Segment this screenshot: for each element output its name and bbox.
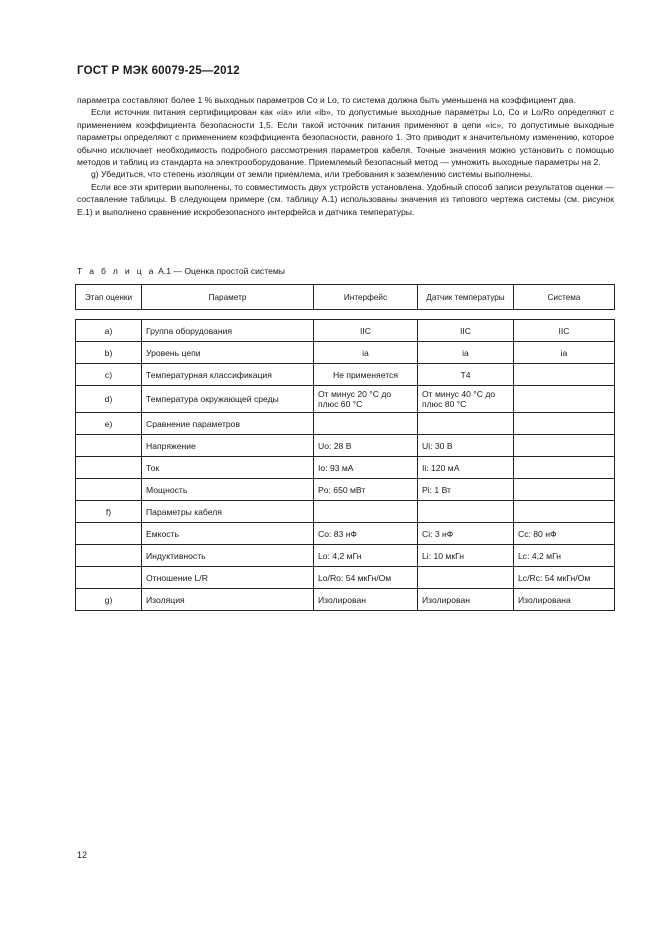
table-row [76, 501, 615, 523]
table-cell: Lc/Rc: 54 мкГн/Ом [514, 567, 615, 589]
paragraph-1: параметра составляют более 1 % выходных параметров Co и Lo, то система должна быть уменьшена на коэффициент два. [77, 95, 576, 105]
table-cell: Изолирован [314, 589, 418, 611]
table-cell: Температура окружающей среды [142, 386, 314, 413]
table-cell: Lc: 4,2 мГн [514, 545, 615, 567]
table-cell: Температурная классификация [142, 364, 314, 386]
table-cell: Емкость [142, 523, 314, 545]
table-cell [76, 567, 142, 589]
paragraph-2: Если источник питания сертифицирован как «ia» или «ib», то допустимые выходные параметры Lo, Co и Lo/Ro определяют с применением коэффициента безопасности 1,5. Если такой источник питания применяют в цепи «ic», то допустимые выходные параметры определяют с применением коэффициента безопасности, равного 1. Это приводит к значительному изменению, которое обычно исключает необходимость подробного рассмотрения параметров кабеля. Точные значения можно установить с помощью методов и таблиц из стандарта на электрооборудование. Приемлемый безопасный метод — умножить выходные параметры на 2. [77, 107, 614, 168]
table-cell: T4 [418, 364, 514, 386]
table-cell [514, 413, 615, 435]
table-cell: e) [76, 413, 142, 435]
table-cell [514, 435, 615, 457]
header-interface: Интерфейс [314, 285, 418, 310]
table-cell: Группа оборудования [142, 320, 314, 342]
table-row [76, 479, 615, 501]
table-cell: Lo/Ro: 54 мкГн/Ом [314, 567, 418, 589]
table-cell [514, 364, 615, 386]
table-cell: IIC [418, 320, 514, 342]
table-caption-text: А.1 — Оценка простой системы [158, 266, 285, 276]
table-cell: IIC [514, 320, 615, 342]
header-system: Система [514, 285, 615, 310]
header-stage: Этап оценки [76, 285, 142, 310]
table-header-row [76, 285, 615, 310]
table-cell: Li: 10 мкГн [418, 545, 514, 567]
table-cell: Po: 650 мВт [314, 479, 418, 501]
table-row [76, 320, 615, 342]
paragraph-4: Если все эти критерии выполнены, то совместимость двух устройств установлена. Удобный способ записи результатов оценки — составление таблицы. В следующем примере (см. таблицу А.1) использованы значения из типового чертежа системы (см. рисунок Е.1) и выполнено сравнение искробезопасного интерфейса и датчика температуры. [77, 181, 614, 217]
table-cell: Не применяется [314, 364, 418, 386]
page-number: 12 [77, 850, 88, 860]
table-cell: IIC [314, 320, 418, 342]
table-body [76, 310, 615, 611]
table-cell [418, 501, 514, 523]
table-cell [418, 413, 514, 435]
table-cell [418, 567, 514, 589]
table-cell [76, 479, 142, 501]
table-cell: Ci: 3 нФ [418, 523, 514, 545]
table-row [76, 435, 615, 457]
table-cell: Io: 93 мА [314, 457, 418, 479]
header-parameter: Параметр [142, 285, 314, 310]
table-spacer [76, 310, 615, 320]
table-cell: Uo: 28 В [314, 435, 418, 457]
table-cell: Уровень цепи [142, 342, 314, 364]
table-cell [76, 545, 142, 567]
table-cell [314, 501, 418, 523]
table-cell: Pi: 1 Вт [418, 479, 514, 501]
table-cell: Индуктивность [142, 545, 314, 567]
table-cell: Изолирована [514, 589, 615, 611]
table-cell: g) [76, 589, 142, 611]
table-cell: d) [76, 386, 142, 413]
table-cell: Cc: 80 нФ [514, 523, 615, 545]
document-header: ГОСТ Р МЭК 60079-25—2012 [77, 65, 240, 77]
table-cell: Напряжение [142, 435, 314, 457]
table-row [76, 457, 615, 479]
table-cell [76, 457, 142, 479]
table-cell: Параметры кабеля [142, 501, 314, 523]
table-cell: Lo: 4,2 мГн [314, 545, 418, 567]
table-caption-label: Т а б л и ц а [77, 266, 156, 276]
table-cell: Изоляция [142, 589, 314, 611]
table-cell: Ток [142, 457, 314, 479]
table-cell: ia [418, 342, 514, 364]
table-cell: a) [76, 320, 142, 342]
table-cell [514, 457, 615, 479]
table-row [76, 364, 615, 386]
table-cell [514, 479, 615, 501]
table-cell: c) [76, 364, 142, 386]
table-cell [76, 523, 142, 545]
table-row [76, 413, 615, 435]
table-cell: f) [76, 501, 142, 523]
table-row [76, 523, 615, 545]
paragraph-3: g) Убедиться, что степень изоляции от земли приемлема, или требования к заземлению системы выполнены. [91, 169, 533, 180]
table-row [76, 342, 615, 364]
table-cell [314, 413, 418, 435]
table-cell: Сравнение параметров [142, 413, 314, 435]
table-cell: Ui: 30 В [418, 435, 514, 457]
table-cell: Ii: 120 мА [418, 457, 514, 479]
table-cell: Отношение L/R [142, 567, 314, 589]
table-cell [514, 386, 615, 413]
body-text [77, 94, 614, 218]
table-cell: b) [76, 342, 142, 364]
evaluation-table [75, 284, 615, 611]
table-cell: Изолирован [418, 589, 514, 611]
table-cell [514, 501, 615, 523]
table-row [76, 589, 615, 611]
table-caption [77, 266, 285, 276]
table-row [76, 545, 615, 567]
table-cell: Мощность [142, 479, 314, 501]
table-row [76, 386, 615, 413]
table-cell: ia [514, 342, 615, 364]
table-cell: От минус 20 °С до плюс 60 °С [314, 386, 418, 413]
table-cell [76, 435, 142, 457]
table-cell: От минус 40 °С до плюс 80 °С [418, 386, 514, 413]
table-row [76, 567, 615, 589]
table-cell: Co: 83 нФ [314, 523, 418, 545]
header-sensor: Датчик температуры [418, 285, 514, 310]
table-cell: ia [314, 342, 418, 364]
